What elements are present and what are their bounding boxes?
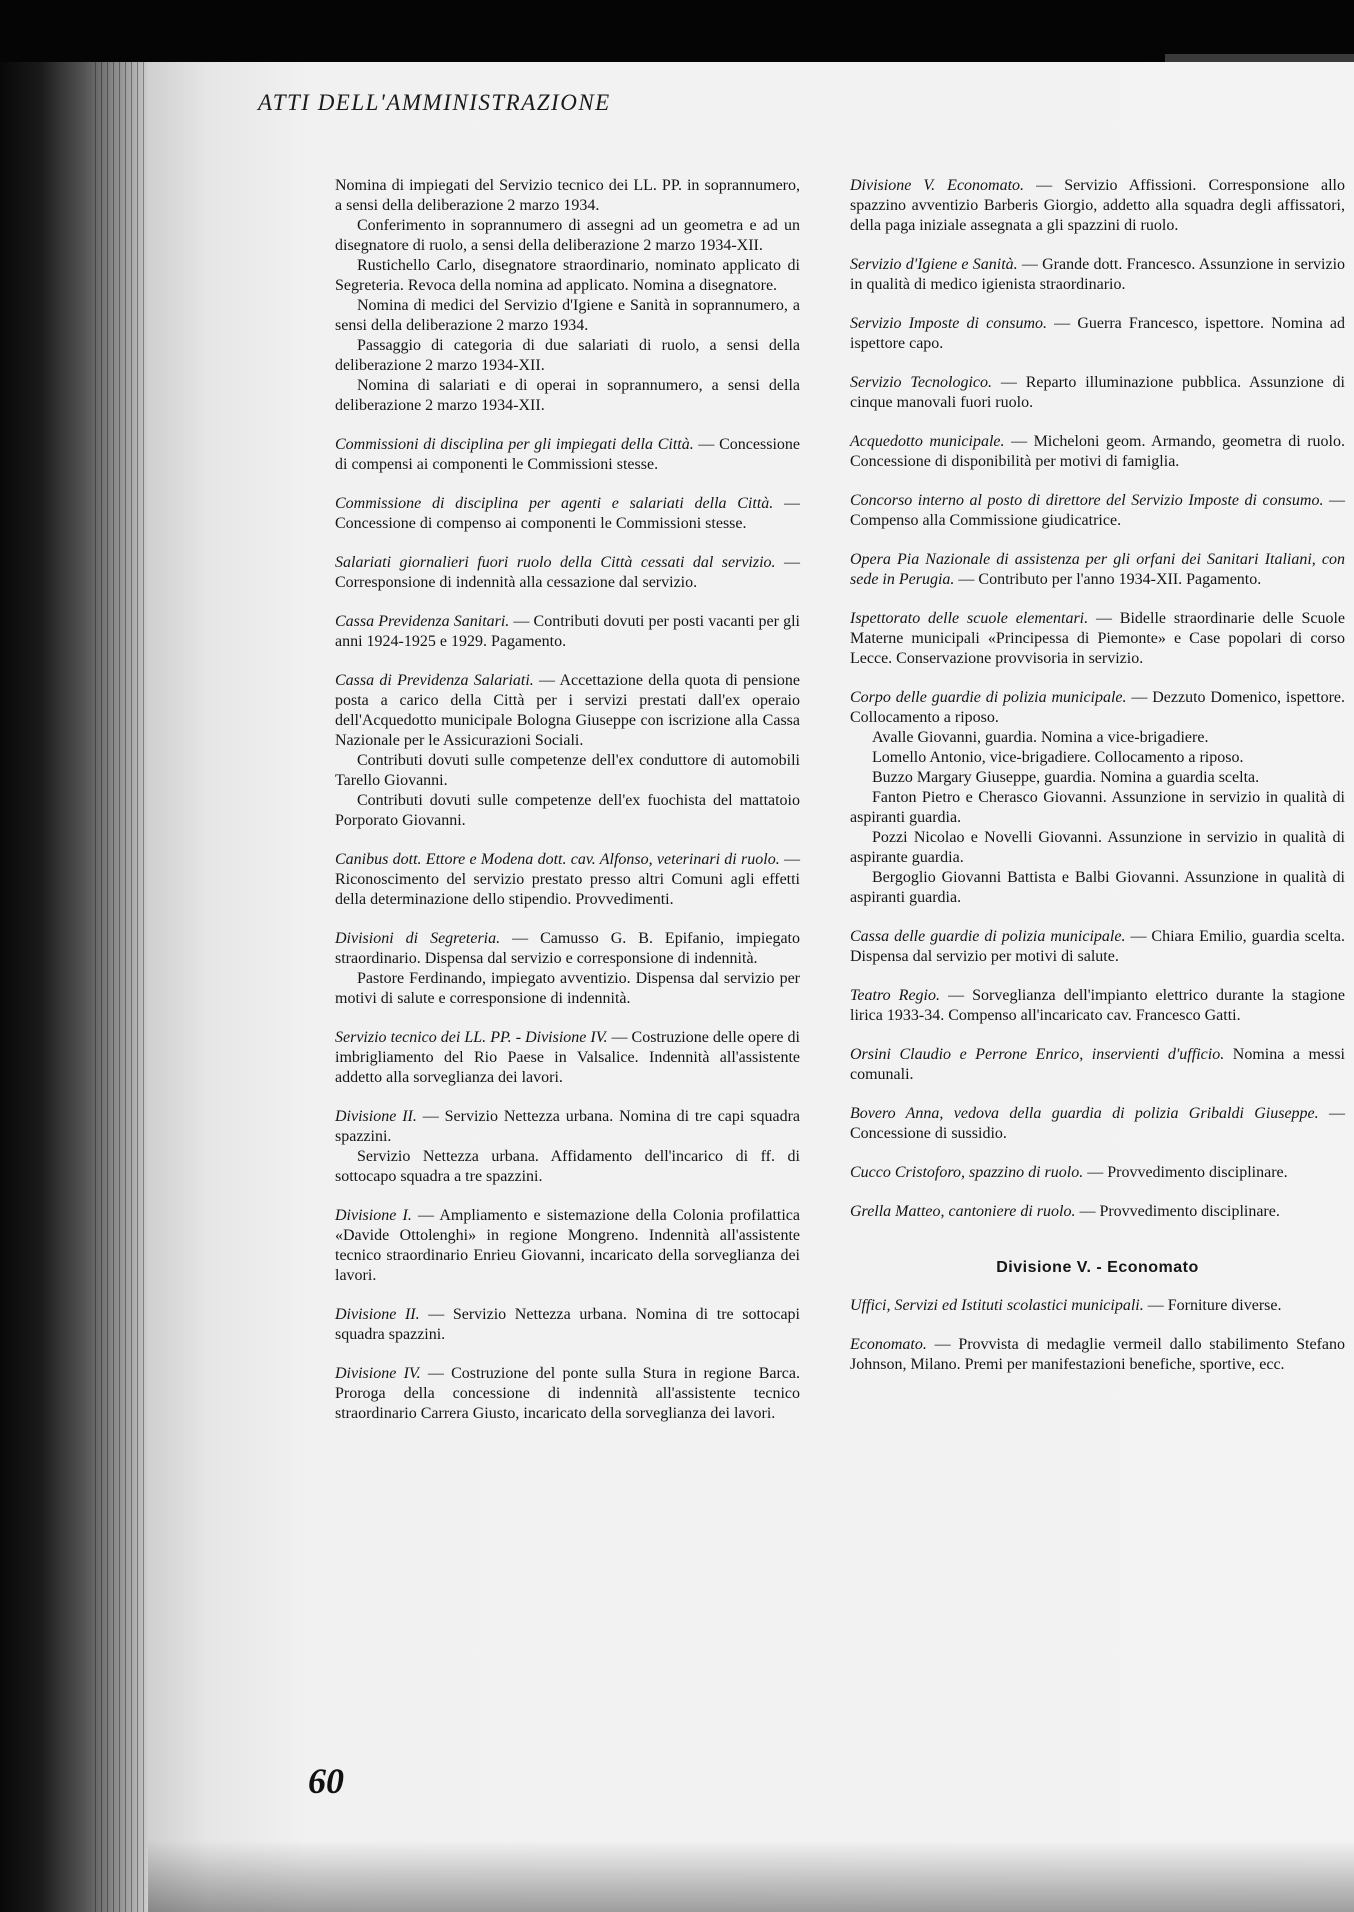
act-entry <box>850 1335 1345 1375</box>
entry-text: — Chiara Emilio, guardia scelta. Dispensa dal servizio per motivi di salute. <box>850 928 1346 965</box>
entry-heading: Servizio d'Igiene e Sanità. <box>850 256 1018 273</box>
entry-text: — Concessione di compensi ai componenti le Commissioni stesse. <box>335 436 801 473</box>
entry-paragraph <box>335 1206 800 1286</box>
entry-heading: Commissioni di disciplina per gli impiegati della Città. <box>335 436 694 453</box>
entry-paragraph <box>850 432 1345 472</box>
entry-heading: Cassa Previdenza Sanitari. <box>335 613 510 630</box>
page-number: 60 <box>308 1761 344 1801</box>
entry-paragraph <box>850 1296 1345 1316</box>
entry-continuation: Lomello Antonio, vice-brigadiere. Collocamento a riposo. <box>872 749 1244 766</box>
entry-paragraph <box>335 671 800 751</box>
entry-text: — Contributo per l'anno 1934-XII. Pagamento. <box>954 571 1262 588</box>
entry-paragraph <box>335 1107 800 1147</box>
entry-continuation: Servizio Nettezza urbana. Affidamento dell'incarico di ff. di sottocapo squadra a tre spazzini. <box>335 1148 800 1185</box>
entry-paragraph: Rustichello Carlo, disegnatore straordinario, nominato applicato di Segreteria. Revoca della nomina ad applicato. Nomina a disegnatore. <box>335 257 800 294</box>
act-entry <box>335 1028 800 1088</box>
entry-paragraph <box>335 1364 800 1424</box>
entry-paragraph <box>850 1163 1345 1183</box>
entry-text: — Provvista di medaglie vermeil dallo stabilimento Stefano Johnson, Milano. Premi per manifestazioni benefiche, sportive, ecc. <box>850 1336 1345 1373</box>
act-entry <box>850 176 1345 236</box>
entry-text: — Provvedimento disciplinare. <box>1083 1164 1288 1181</box>
act-entry <box>335 1107 800 1187</box>
entry-heading: Acquedotto municipale. <box>850 433 1005 450</box>
entry-heading: Divisione IV. <box>335 1365 421 1382</box>
entry-heading: Bovero Anna, vedova della guardia di polizia Gribaldi Giuseppe. <box>850 1105 1319 1122</box>
entry-heading: Orsini Claudio e Perrone Enrico, inservienti d'ufficio. <box>850 1046 1225 1063</box>
entry-paragraph <box>335 1028 800 1088</box>
entry-paragraph <box>850 609 1345 669</box>
entry-text: — Concessione di sussidio. <box>850 1105 1346 1142</box>
entry-text: — Compenso alla Commissione giudicatrice. <box>850 492 1346 529</box>
section-title: Divisione V. - Economato <box>996 1259 1199 1276</box>
act-entry <box>850 373 1345 413</box>
act-entry <box>850 255 1345 295</box>
entry-heading: Teatro Regio. <box>850 987 940 1004</box>
act-entry <box>335 435 800 475</box>
entry-paragraph: Passaggio di categoria di due salariati di ruolo, a sensi della deliberazione 2 marzo 1934-XII. <box>335 337 800 374</box>
entry-continuation: Fanton Pietro e Cherasco Giovanni. Assunzione in servizio in qualità di aspiranti guardia. <box>850 789 1345 826</box>
entry-paragraph: Nomina di salariati e di operai in soprannumero, a sensi della deliberazione 2 marzo 1934-XII. <box>335 377 800 414</box>
entry-paragraph <box>850 986 1345 1026</box>
entry-heading: Divisione II. <box>335 1306 420 1323</box>
entry-text: — Reparto illuminazione pubblica. Assunzione di cinque manovali fuori ruolo. <box>850 374 1346 411</box>
entry-heading: Salariati giornalieri fuori ruolo della Città cessati dal servizio. <box>335 554 776 571</box>
act-entry <box>850 314 1345 354</box>
act-entry <box>335 1364 800 1424</box>
entry-continuation: Contributi dovuti sulle competenze dell'ex fuochista del mattatoio Porporato Giovanni. <box>335 792 800 829</box>
entry-text: — Camusso G. B. Epifanio, impiegato straordinario. Dispensa dal servizio e corresponsione di indennità. <box>335 930 800 967</box>
act-entry <box>850 927 1345 967</box>
entry-paragraph <box>335 494 800 534</box>
running-header: ATTI DELL'AMMINISTRAZIONE <box>258 90 611 115</box>
act-entry <box>850 986 1345 1026</box>
entry-heading: Uffici, Servizi ed Istituti scolastici municipali. <box>850 1297 1144 1314</box>
entry-text: — Provvedimento disciplinare. <box>1075 1203 1280 1220</box>
act-entry <box>335 1305 800 1345</box>
entry-heading: Commissione di disciplina per agenti e salariati della Città. <box>335 495 774 512</box>
page-bottom-shadow <box>148 1840 1354 1912</box>
entry-text: — Sorveglianza dell'impianto elettrico durante la stagione lirica 1933-34. Compenso all'incaricato cav. Francesco Gatti. <box>850 987 1345 1024</box>
entry-heading: Concorso interno al posto di direttore del Servizio Imposte di consumo. <box>850 492 1324 509</box>
entry-paragraph <box>335 929 800 969</box>
entry-paragraph <box>850 1335 1345 1375</box>
act-entry <box>850 491 1345 531</box>
entry-paragraph <box>850 550 1345 590</box>
act-entry <box>850 1104 1345 1144</box>
entry-heading: Ispettorato delle scuole elementari. <box>850 610 1089 627</box>
entry-text: — Guerra Francesco, ispettore. Nomina ad ispettore capo. <box>850 315 1345 352</box>
act-entry <box>335 494 800 534</box>
entry-heading: Servizio tecnico dei LL. PP. - Divisione IV. <box>335 1029 608 1046</box>
entry-paragraph <box>850 1045 1345 1085</box>
entry-paragraph <box>850 176 1345 236</box>
entry-continuation: Contributi dovuti sulle competenze dell'ex conduttore di automobili Tarello Giovanni. <box>335 752 800 789</box>
entry-heading: Corpo delle guardie di polizia municipale. <box>850 689 1127 706</box>
act-entry <box>850 1296 1345 1316</box>
entry-paragraph <box>335 612 800 652</box>
entry-paragraph <box>335 850 800 910</box>
act-entry <box>850 1045 1345 1085</box>
entry-text: — Costruzione del ponte sulla Stura in regione Barca. Proroga della concessione di indennità all'assistente tecnico straordinario Carrera Giusto, incaricato della sorveglianza dei lavori. <box>335 1365 800 1422</box>
act-entry <box>850 432 1345 472</box>
act-entry <box>850 609 1345 669</box>
entry-paragraph <box>850 688 1345 728</box>
entry-paragraph <box>335 1305 800 1345</box>
entry-heading: Opera Pia Nazionale di assistenza per gli orfani dei Sanitari Italiani, con sede in Perugia. <box>850 551 1345 588</box>
entry-paragraph <box>335 553 800 593</box>
entry-heading: Cucco Cristoforo, spazzino di ruolo. <box>850 1164 1084 1181</box>
entry-text: — Bidelle straordinarie delle Scuole Materne municipali «Principessa di Piemonte» e Case popolari di corso Lecce. Conservazione provvisoria in servizio. <box>850 610 1346 667</box>
entry-heading: Cassa delle guardie di polizia municipale. <box>850 928 1126 945</box>
entry-continuation: Pozzi Nicolao e Novelli Giovanni. Assunzione in servizio in qualità di aspirante guardia. <box>850 829 1345 866</box>
entry-paragraph <box>850 314 1345 354</box>
entry-heading: Divisioni di Segreteria. <box>335 930 501 947</box>
entry-text: — Grande dott. Francesco. Assunzione in servizio in qualità di medico igienista straordinario. <box>850 256 1346 293</box>
entry-paragraph <box>850 255 1345 295</box>
entry-text: Nomina a messi comunali. <box>850 1046 1346 1083</box>
entry-text: — Corresponsione di indennità alla cessazione dal servizio. <box>335 554 801 591</box>
entry-text: — Dezzuto Domenico, ispettore. Collocamento a riposo. <box>850 689 1346 726</box>
entry-paragraph <box>850 1202 1345 1222</box>
entry-paragraph <box>850 491 1345 531</box>
right-column <box>850 176 1345 1394</box>
entry-text: — Servizio Affissioni. Corresponsione allo spazzino avventizio Barberis Giorgio, addetto alla squadra degli affissatori, della paga iniziale assegnata a gli spazzini di ruolo. <box>850 177 1346 234</box>
entry-continuation: Bergoglio Giovanni Battista e Balbi Giovanni. Assunzione in qualità di aspiranti guardia. <box>850 869 1345 906</box>
act-entry <box>850 688 1345 908</box>
entry-paragraph <box>335 435 800 475</box>
entry-heading: Divisione I. <box>335 1207 412 1224</box>
left-column <box>335 176 800 1443</box>
act-entry <box>850 550 1345 590</box>
entry-text: — Forniture diverse. <box>1143 1297 1282 1314</box>
act-entry <box>335 612 800 652</box>
entry-paragraph <box>850 373 1345 413</box>
entry-text: — Accettazione della quota di pensione posta a carico della Città per i servizi prestati dall'ex operaio dell'Acquedotto municipale Bologna Giuseppe con iscrizione alla Cassa Nazionale per le Assicurazioni Sociali. <box>335 672 800 749</box>
act-entry <box>335 929 800 1009</box>
scan-top-notch <box>1165 54 1354 62</box>
entry-heading: Divisione II. <box>335 1108 417 1125</box>
entry-continuation: Pastore Ferdinando, impiegato avventizio. Dispensa dal servizio per motivi di salute e corresponsione di indennità. <box>335 970 800 1007</box>
entry-heading: Servizio Imposte di consumo. <box>850 315 1048 332</box>
entry-heading: Economato. <box>850 1336 927 1353</box>
entry-paragraph: Nomina di medici del Servizio d'Igiene e Sanità in soprannumero, a sensi della deliberazione 2 marzo 1934. <box>335 297 800 334</box>
scan-top-border <box>0 0 1354 62</box>
act-entry <box>335 176 800 416</box>
book-spine-edges <box>95 62 145 1912</box>
entry-heading: Grella Matteo, cantoniere di ruolo. <box>850 1203 1076 1220</box>
act-entry <box>335 1206 800 1286</box>
entry-text: — Riconoscimento del servizio prestato presso altri Comuni agli effetti della determinazione dello stipendio. Provvedimenti. <box>335 851 801 908</box>
entry-text: — Micheloni geom. Armando, geometra di ruolo. Concessione di disponibilità per motivi di famiglia. <box>850 433 1345 470</box>
entry-continuation: Buzzo Margary Giuseppe, guardia. Nomina a guardia scelta. <box>872 769 1260 786</box>
act-entry <box>335 850 800 910</box>
entry-text: — Servizio Nettezza urbana. Nomina di tre sottocapi squadra spazzini. <box>335 1306 801 1343</box>
entry-heading: Canibus dott. Ettore e Modena dott. cav. Alfonso, veterinari di ruolo. <box>335 851 780 868</box>
entry-paragraph <box>850 1104 1345 1144</box>
entry-continuation: Avalle Giovanni, guardia. Nomina a vice-brigadiere. <box>872 729 1209 746</box>
act-entry <box>850 1202 1345 1222</box>
entry-heading: Servizio Tecnologico. <box>850 374 993 391</box>
entry-text: — Costruzione delle opere di imbrigliamento del Rio Paese in Valsalice. Indennità all'assistente addetto alla sorveglianza dei lavori. <box>335 1029 801 1086</box>
act-entry <box>335 671 800 831</box>
act-entry <box>850 1163 1345 1183</box>
act-entry <box>335 553 800 593</box>
entry-heading: Cassa di Previdenza Salariati. <box>335 672 534 689</box>
entry-text: — Contributi dovuti per posti vacanti per gli anni 1924-1925 e 1929. Pagamento. <box>335 613 800 650</box>
entry-paragraph: Nomina di impiegati del Servizio tecnico dei LL. PP. in soprannumero, a sensi della deliberazione 2 marzo 1934. <box>335 177 800 214</box>
entry-paragraph <box>850 927 1345 967</box>
entry-text: — Servizio Nettezza urbana. Nomina di tre capi squadra spazzini. <box>335 1108 800 1145</box>
entry-text: — Ampliamento e sistemazione della Colonia profilattica «Davide Ottolenghi» in regione Mongreno. Indennità all'assistente tecnico straordinario Enrieu Giovanni, incaricato della sorveglianza dei lavori. <box>335 1207 800 1284</box>
entry-heading: Divisione V. Economato. <box>850 177 1025 194</box>
entry-paragraph: Conferimento in soprannumero di assegni ad un geometra e ad un disegnatore di ruolo, a sensi della deliberazione 2 marzo 1934-XII. <box>335 217 800 254</box>
entry-text: — Concessione di compenso ai componenti le Commissioni stesse. <box>335 495 801 532</box>
